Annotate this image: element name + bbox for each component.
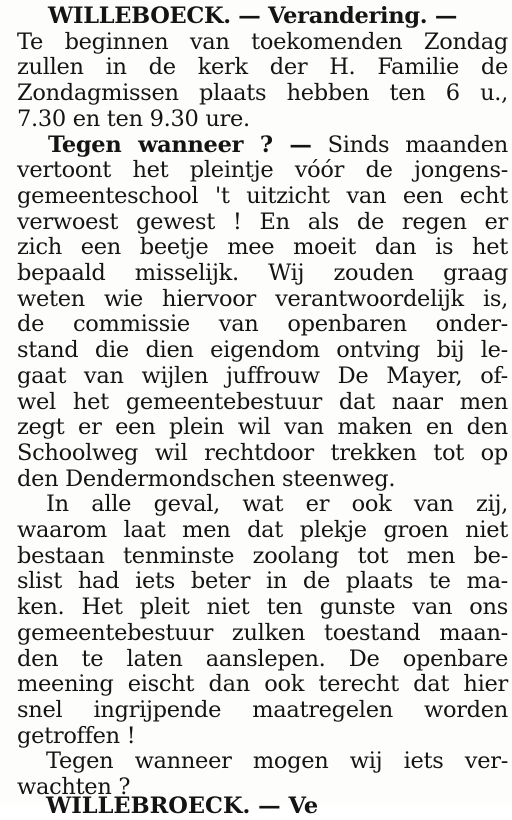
text-line <box>0 287 512 313</box>
text-line <box>0 698 512 724</box>
line-text: bepaald misselijk. Wij zouden graag <box>17 260 508 286</box>
line-text: wel het gemeentebestuur dat naar men <box>17 388 508 415</box>
text-line <box>0 210 512 236</box>
text-line <box>0 621 512 647</box>
text-line <box>0 569 512 595</box>
text-line <box>0 647 512 673</box>
text-line <box>0 544 512 570</box>
text-line <box>0 724 512 750</box>
text-line <box>0 312 512 338</box>
text-line <box>0 81 512 107</box>
line-text: zegt er een plein wil van maken en den <box>17 414 508 441</box>
line-text: vertoont het pleintje vóór de jongens- <box>17 157 508 184</box>
line-text: Sinds maanden <box>311 131 508 158</box>
line-text: In alle geval, wat er ook van zij, <box>46 491 508 518</box>
text-line <box>0 518 512 544</box>
text-line <box>0 235 512 261</box>
text-line <box>0 595 512 621</box>
text-line <box>0 492 512 518</box>
text-line <box>0 415 512 441</box>
line-text: stand die dien eigendom ontving bij le- <box>17 337 508 364</box>
line-text: wachten ? <box>17 774 131 800</box>
text-line <box>0 467 512 493</box>
text-line <box>0 364 512 390</box>
line-text: Te beginnen van toekomenden Zondag <box>17 28 508 55</box>
text-line <box>0 672 512 698</box>
article-heading: WILLEBOECK. — Verandering. — <box>48 3 458 29</box>
line-text: 7.30 en ten 9.30 ure. <box>17 105 250 132</box>
next-article-cutoff-heading: WILLEBROECK. — Ve <box>46 793 319 819</box>
line-text: gemeenteschool 't uitzicht van een echt <box>17 182 508 209</box>
line-text: meening eischt dan ook terecht dat hier <box>17 671 508 698</box>
line-text: den Dendermondschen steenweg. <box>17 465 396 492</box>
line-text: zich een beetje mee moeit dan is het <box>17 234 508 261</box>
text-line <box>0 338 512 364</box>
text-line <box>0 749 512 775</box>
line-text: getroffen ! <box>17 722 136 749</box>
text-line <box>0 55 512 81</box>
article-heading: Tegen wanneer ? — <box>48 131 312 158</box>
line-text: Zondagmissen plaats hebben ten 6 u., <box>17 80 508 107</box>
text-line <box>0 30 512 56</box>
line-text: ken. Het pleit niet ten gunste van ons <box>17 594 508 621</box>
line-text: waarom laat men dat plekje groen niet <box>17 517 508 543</box>
text-line <box>0 184 512 210</box>
text-line <box>0 133 512 159</box>
line-text: gaat van wijlen juffrouw De Mayer, of- <box>17 362 508 389</box>
line-text: bestaan tenminste zoolang tot men be- <box>17 542 508 569</box>
line-text: gemeentebestuur zulken toestand maan- <box>17 619 508 646</box>
text-line <box>0 158 512 184</box>
line-text: weten wie hiervoor verantwoordelijk is, <box>17 285 508 312</box>
line-text: zullen in de kerk der H. Familie de <box>17 54 508 81</box>
line-text: verwoest gewest ! En als de regen er <box>17 208 508 235</box>
text-line <box>0 441 512 467</box>
text-line <box>0 261 512 287</box>
line-text: Tegen wanneer mogen wij iets ver- <box>46 748 508 775</box>
text-line <box>0 390 512 416</box>
line-text: den te laten aanslepen. De openbare <box>17 645 508 672</box>
line-text: slist had iets beter in de plaats te ma- <box>17 568 508 595</box>
text-line <box>0 107 512 133</box>
line-text: Schoolweg wil rechtdoor trekken tot op <box>17 439 508 466</box>
line-text: de commissie van openbaren onder- <box>17 311 508 338</box>
line-text: snel ingrijpende maatregelen worden <box>17 696 508 723</box>
text-line <box>0 4 512 30</box>
